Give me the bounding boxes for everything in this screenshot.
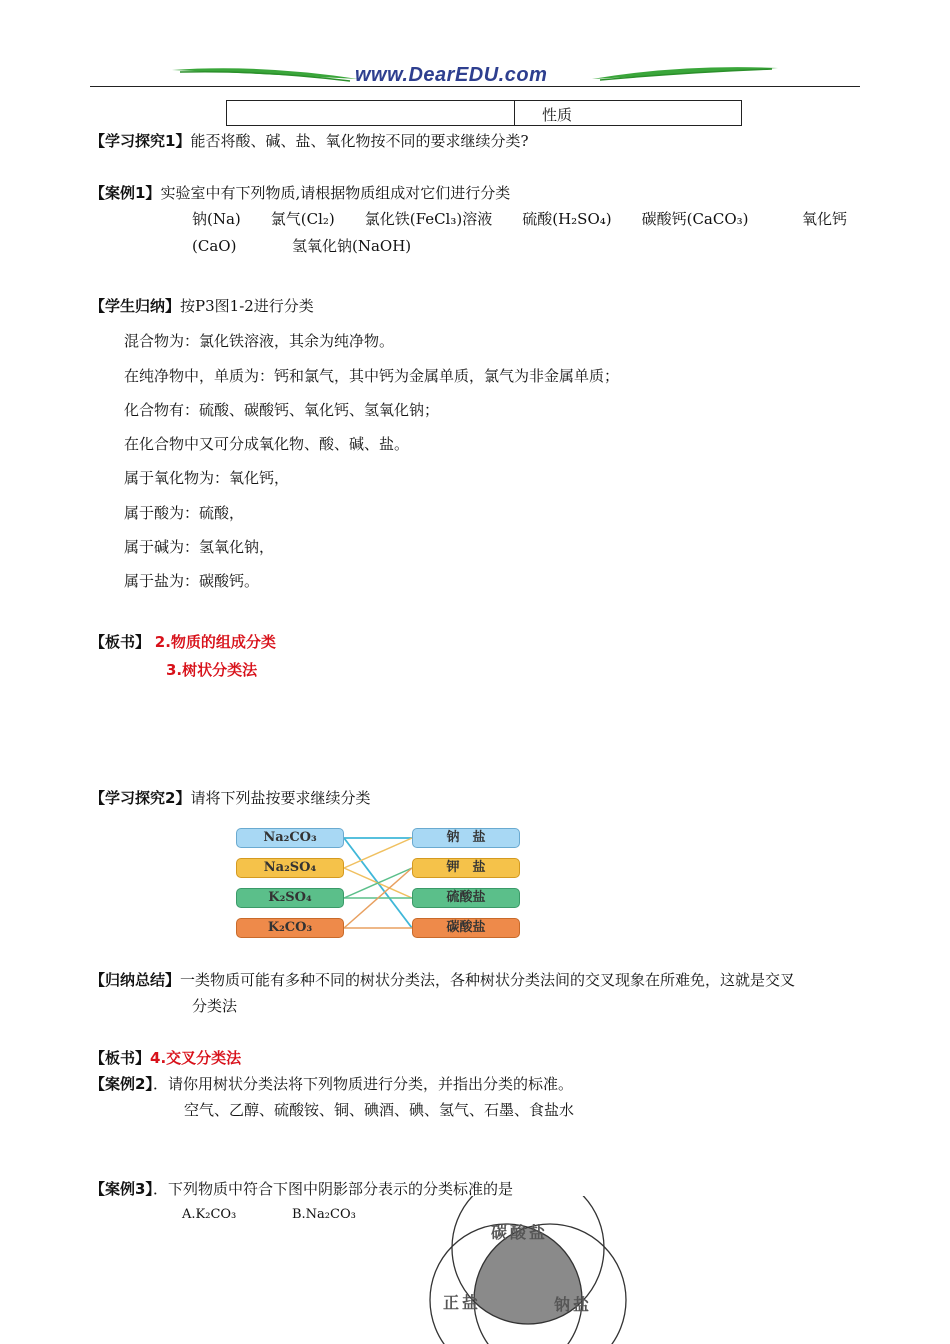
explore1-text: 能否将酸、碱、盐、氧化物按不同的要求继续分类? [190,132,529,150]
header-swoosh-right [590,62,780,84]
property-table [226,100,742,126]
table-divider [514,101,515,125]
site-logo: www.DearEDU.com [355,64,548,86]
summary1-line [90,296,314,316]
header-divider [90,86,860,87]
board1-item2: 3.树状分类法 [166,661,258,679]
case3-option-a: A.K₂CO₃ [182,1207,237,1222]
case1-substance-cao: 氧化钙 [802,210,848,228]
board1-tag: 【板书】 [90,633,151,651]
case1-substances-line1: 钠(Na) 氯气(Cl₂) 氯化铁(FeCl₃)溶液 硫酸(H₂SO₄) 碳酸钙(CaCO₃) [192,210,749,228]
summary-line: 属于碱为：氢氧化钠， [124,538,275,556]
category-potassium-salt: 钾 盐 [412,858,520,878]
category-carbonate: 碳酸盐 [412,918,520,938]
salt-na2co3: Na₂CO₃ [236,828,344,848]
case1-tag: 【案例1】 [90,184,161,202]
venn-diagram [420,1196,640,1344]
case1-substance-cao-formula: (CaO) [192,237,237,255]
venn-label-sodium-salt: 钠盐 [554,1295,593,1314]
link-na2so4-sodium [344,838,412,868]
header-swoosh-left [170,62,360,84]
explore1-tag: 【学习探究1】 [90,132,191,150]
summary-line: 属于酸为：硫酸， [124,504,245,522]
summary-line: 混合物为：氯化铁溶液，其余为纯净物。 [124,332,395,350]
venn-label-carbonate: 碳酸盐 [491,1223,549,1242]
case3-option-b: B.Na₂CO₃ [292,1207,356,1222]
summary1-text: 按P3图1-2进行分类 [180,297,314,315]
case2-text: ．请你用树状分类法将下列物质进行分类，并指出分类的标准。 [152,1075,573,1093]
explore2-tag: 【学习探究2】 [90,789,191,807]
venn-label-normal-salt: 正盐 [443,1293,482,1312]
board1-line [90,632,276,652]
salt-na2so4: Na₂SO₄ [236,858,344,878]
explore2-line [90,788,370,808]
table-cell-property: 性质 [542,106,573,124]
case3-text: ．下列物质中符合下图中阴影部分表示的分类标准的是 [152,1180,513,1198]
salt-k2so4: K₂SO₄ [236,888,344,908]
board1-item1: 2.物质的组成分类 [154,633,276,651]
conclusion-line [90,970,795,990]
summary-line: 化合物有：硫酸、碳酸钙、氧化钙、氢氧化钠； [124,401,440,419]
conclusion-text: 一类物质可能有多种不同的树状分类法，各种树状分类法间的交叉现象在所难免，这就是交叉 [180,971,796,989]
category-sulfate: 硫酸盐 [412,888,520,908]
conclusion-text-cont: 分类法 [192,997,238,1015]
case1-line [90,183,510,203]
case1-text: 实验室中有下列物质,请根据物质组成对它们进行分类 [160,184,511,202]
salt-k2co3: K₂CO₃ [236,918,344,938]
case2-items: 空气、乙醇、硫酸铵、铜、碘酒、碘、氢气、石墨、食盐水 [184,1101,575,1119]
summary1-tag: 【学生归纳】 [90,297,181,315]
summary-line: 属于盐为：碳酸钙。 [124,572,260,590]
category-sodium-salt: 钠 盐 [412,828,520,848]
case3-tag: 【案例3】 [90,1180,153,1198]
case1-substance-naoh: 氢氧化钠(NaOH) [292,237,412,255]
board2-tag: 【板书】 [90,1049,151,1067]
explore2-text: 请将下列盐按要求继续分类 [190,789,371,807]
conclusion-tag: 【归纳总结】 [90,971,181,989]
case2-line [90,1074,573,1094]
summary-line: 属于氧化物为：氧化钙， [124,469,290,487]
board2-item: 4.交叉分类法 [150,1049,242,1067]
summary-line: 在化合物中又可分成氧化物、酸、碱、盐。 [124,435,410,453]
case2-tag: 【案例2】 [90,1075,153,1093]
board2-line [90,1048,241,1068]
summary-line: 在纯净物中，单质为：钙和氯气，其中钙为金属单质，氯气为非金属单质； [124,367,620,385]
explore1-line [90,131,529,151]
